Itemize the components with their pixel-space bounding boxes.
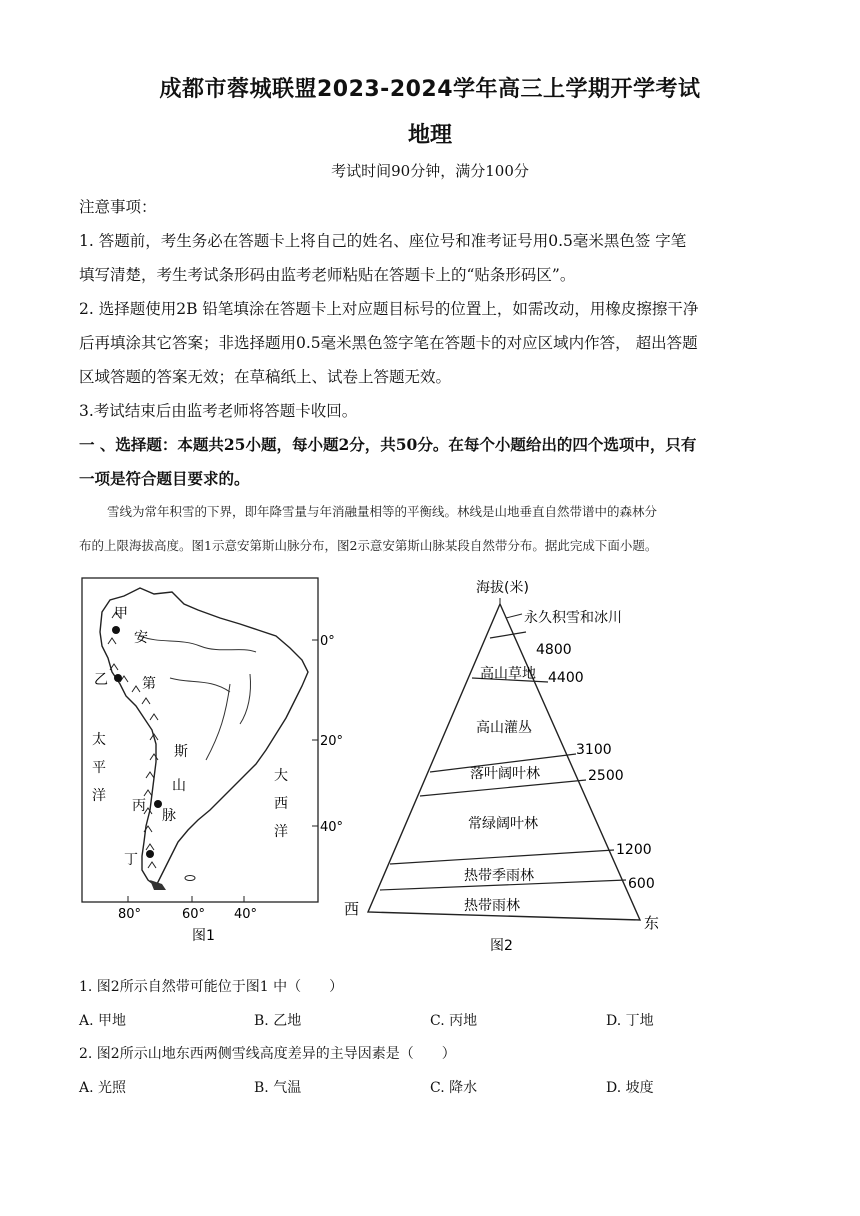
y-axis-label: 海拔(米)	[476, 580, 529, 596]
note-2-line-2: 后再填涂其它答案；非选择题用0.5毫米黑色签字笔在答题卡的对应区域内作答， 超出答题	[79, 334, 698, 352]
figure-1-map	[80, 574, 344, 954]
q1-option-a: A. 甲地	[79, 1013, 127, 1029]
zone-snow-glacier: 永久积雪和冰川	[524, 610, 622, 626]
exam-title: 成都市蓉城联盟2023-2024学年高三上学期开学考试	[159, 77, 701, 102]
west-label: 西	[344, 900, 360, 918]
snow-leader	[506, 614, 522, 618]
lon-label-80: 80°	[118, 907, 142, 922]
place-jia-dot	[112, 626, 120, 634]
andes-label-char-5: 脉	[162, 808, 176, 824]
elev-3100: 3100	[576, 742, 612, 758]
elev-4400: 4400	[548, 670, 584, 686]
figure-1-caption: 图1	[192, 928, 215, 944]
zone-evergreen-forest: 常绿阔叶林	[468, 816, 538, 832]
zone-alpine-shrub: 高山灌丛	[476, 720, 532, 736]
section-heading-line-1: 一 、选择题：本题共25小题，每小题2分，共50分。在每个小题给出的四个选项中，只有	[79, 435, 697, 454]
river	[170, 678, 230, 692]
note-2-line-1: 2. 选择题使用2B 铅笔填涂在答题卡上对应题目标号的位置上，如需改动，用橡皮擦擦干净	[79, 300, 699, 318]
section-heading-line-2: 一项是符合题目要求的。	[79, 469, 250, 488]
lat-label-20: 20°	[320, 734, 344, 749]
q2-option-b: B. 气温	[254, 1080, 302, 1096]
river	[240, 674, 251, 724]
q2-option-a: A. 光照	[79, 1080, 127, 1096]
place-bing-label: 丙	[132, 798, 146, 814]
zone-deciduous-forest: 落叶阔叶林	[470, 766, 540, 782]
note-3: 3.考试结束后由监考老师将答题卡收回。	[79, 402, 358, 420]
q2-option-d: D. 坡度	[606, 1080, 654, 1096]
elev-2500: 2500	[588, 768, 624, 784]
place-yi-label: 乙	[94, 672, 108, 688]
south-america-coastline	[100, 588, 308, 886]
atlantic-char-2: 西	[274, 796, 288, 812]
place-yi-dot	[114, 674, 122, 682]
boundary-2500	[420, 780, 586, 796]
note-2-line-3: 区域答题的答案无效；在草稿纸上、试卷上答题无效。	[79, 368, 452, 386]
lat-label-40: 40°	[320, 820, 344, 835]
atlantic-char-3: 洋	[274, 824, 288, 840]
zone-alpine-meadow: 高山草地	[480, 666, 536, 682]
andes-label-char-2: 第	[142, 676, 156, 692]
boundary-1200	[390, 850, 614, 864]
boundary-4800	[490, 632, 526, 638]
east-label: 东	[644, 914, 660, 932]
elev-1200: 1200	[616, 842, 652, 858]
atlantic-char-1: 大	[274, 768, 288, 784]
falkland-islands	[185, 876, 195, 881]
lat-label-0: 0°	[320, 634, 335, 649]
intro-line-1: 雪线为常年积雪的下界，即年降雪量与年消融量相等的平衡线。林线是山地垂直自然带谱中的森林分	[107, 504, 658, 519]
place-ding-label: 丁	[124, 852, 138, 868]
intro-line-2: 布的上限海拔高度。图1示意安第斯山脉分布，图2示意安第斯山脉某段自然带分布。据此完成下面小题。	[79, 538, 658, 553]
andes-label-char-3: 斯	[174, 744, 188, 760]
question-1-stem: 1. 图2所示自然带可能位于图1 中（ ）	[79, 979, 344, 995]
andes-label-char-4: 山	[172, 778, 186, 794]
exam-info: 考试时间90分钟，满分100分	[331, 162, 529, 180]
figure-2-zones	[340, 574, 670, 958]
andes-mountain-symbols	[108, 612, 158, 868]
notes-heading: 注意事项：	[79, 198, 157, 216]
elev-600: 600	[628, 876, 655, 892]
zone-tropical-rainforest: 热带雨林	[464, 898, 520, 914]
q1-option-b: B. 乙地	[254, 1013, 302, 1029]
pacific-char-2: 平	[92, 760, 106, 776]
place-jia-label: 甲	[114, 606, 128, 622]
elev-4800: 4800	[536, 642, 572, 658]
andes-label-char-1: 安	[134, 630, 148, 646]
lon-label-60: 60°	[182, 907, 206, 922]
amazon-river	[140, 636, 256, 652]
question-2-stem: 2. 图2所示山地东西两侧雪线高度差异的主导因素是（ ）	[79, 1046, 456, 1062]
pacific-char-3: 洋	[92, 788, 106, 804]
lon-label-40: 40°	[234, 907, 258, 922]
subject-title: 地理	[407, 123, 452, 148]
zone-tropical-monsoon-forest: 热带季雨林	[464, 868, 534, 884]
q2-option-c: C. 降水	[430, 1080, 478, 1096]
note-1-line-1: 1. 答题前，考生务必在答题卡上将自己的姓名、座位号和准考证号用0.5毫米黑色签 字笔	[79, 232, 687, 250]
figure-2-caption: 图2	[490, 938, 513, 954]
pacific-char-1: 太	[92, 732, 106, 748]
note-1-line-2: 填写清楚，考生考试条形码由监考老师粘贴在答题卡上的“贴条形码区”。	[79, 266, 576, 284]
q1-option-c: C. 丙地	[430, 1013, 478, 1029]
parana-river	[206, 684, 230, 760]
q1-option-d: D. 丁地	[606, 1013, 654, 1029]
place-ding-dot	[146, 850, 154, 858]
place-bing-dot	[154, 800, 162, 808]
